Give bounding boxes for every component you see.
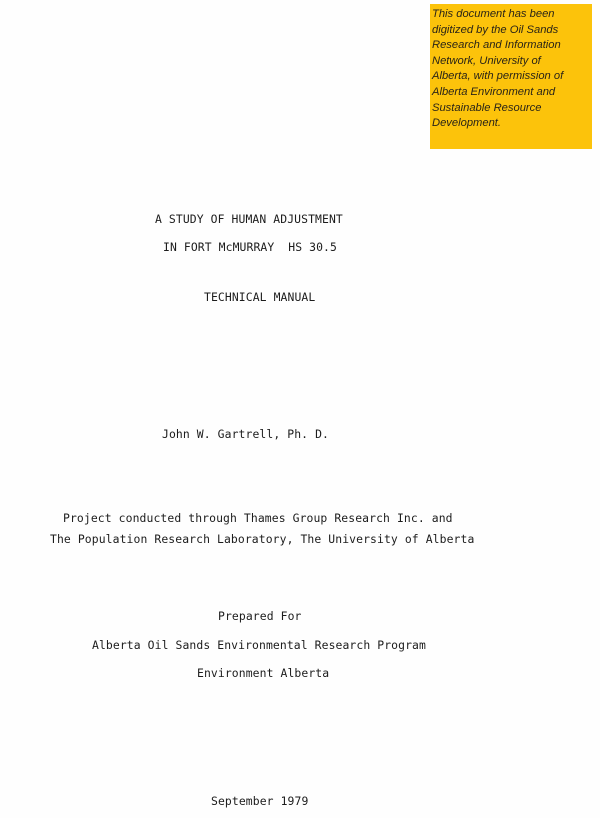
notice-line: This document has been [432, 8, 555, 20]
project-credit-line-2: The Population Research Laboratory, The University of Alberta [50, 532, 475, 546]
notice-line: Alberta Environment and [432, 85, 556, 98]
title-line-1: A STUDY OF HUMAN ADJUSTMENT [155, 212, 343, 226]
publication-date: September 1979 [211, 794, 309, 808]
project-credit-line-1: Project conducted through Thames Group Research Inc. and [63, 511, 453, 525]
notice-line: Development. [432, 117, 502, 130]
notice-line: Network, University of [432, 54, 541, 67]
notice-line: Research and Information [432, 39, 561, 52]
digitization-notice [430, 4, 592, 149]
notice-line: Sustainable Resource [432, 101, 542, 114]
program-name: Alberta Oil Sands Environmental Research Program [92, 638, 426, 652]
prepared-for-label: Prepared For [218, 609, 302, 623]
notice-line: Alberta, with permission of [432, 70, 564, 83]
notice-line: digitized by the Oil Sands [432, 23, 559, 36]
agency-name: Environment Alberta [197, 666, 330, 680]
title-line-2: IN FORT McMURRAY HS 30.5 [163, 240, 337, 254]
author-name: John W. Gartrell, Ph. D. [162, 427, 329, 441]
document-subtitle: TECHNICAL MANUAL [204, 290, 316, 304]
